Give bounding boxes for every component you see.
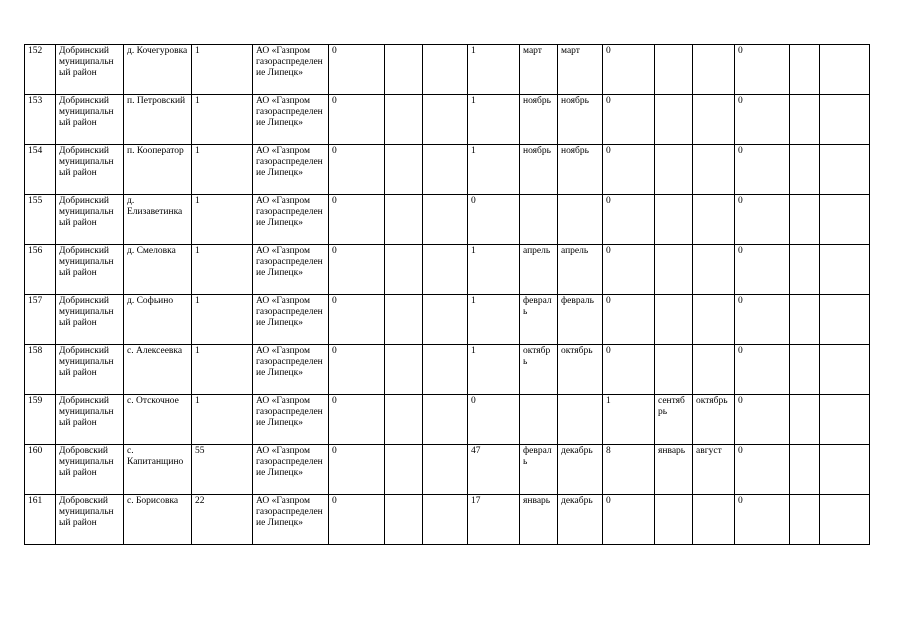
col-10-cell bbox=[558, 195, 603, 245]
col-16-cell bbox=[820, 245, 870, 295]
col-12-cell: январь bbox=[655, 445, 693, 495]
col-7-cell bbox=[423, 45, 468, 95]
organization-cell: АО «Газпром газораспределение Липецк» bbox=[253, 495, 329, 545]
col-15-cell bbox=[790, 445, 820, 495]
col-16-cell bbox=[820, 145, 870, 195]
col-16-cell bbox=[820, 195, 870, 245]
col-14-cell: 0 bbox=[735, 145, 790, 195]
col-10-cell: декабрь bbox=[558, 495, 603, 545]
col-15-cell bbox=[790, 95, 820, 145]
col-13-cell bbox=[693, 195, 735, 245]
region-cell: Добринский муниципальный район bbox=[56, 395, 124, 445]
col-15-cell bbox=[790, 195, 820, 245]
col-8-cell: 1 bbox=[468, 95, 520, 145]
col-12-cell bbox=[655, 95, 693, 145]
col-10-cell: март bbox=[558, 45, 603, 95]
col-9-cell: февраль bbox=[520, 295, 558, 345]
col-11-cell: 0 bbox=[603, 345, 655, 395]
region-cell: Добровский муниципальный район bbox=[56, 495, 124, 545]
col-11-cell: 0 bbox=[603, 295, 655, 345]
col-8-cell: 1 bbox=[468, 45, 520, 95]
region-cell: Добринский муниципальный район bbox=[56, 245, 124, 295]
col-15-cell bbox=[790, 495, 820, 545]
object-count-cell: 1 bbox=[192, 145, 253, 195]
table-body bbox=[25, 45, 870, 545]
col-9-cell: апрель bbox=[520, 245, 558, 295]
object-count-cell: 22 bbox=[192, 495, 253, 545]
col-7-cell bbox=[423, 95, 468, 145]
col-16-cell bbox=[820, 495, 870, 545]
organization-cell: АО «Газпром газораспределение Липецк» bbox=[253, 295, 329, 345]
col-7-cell bbox=[423, 245, 468, 295]
col-9-cell: октябрь bbox=[520, 345, 558, 395]
object-count-cell: 1 bbox=[192, 45, 253, 95]
table-row bbox=[25, 95, 870, 145]
row-number: 152 bbox=[25, 45, 56, 95]
row-number: 160 bbox=[25, 445, 56, 495]
organization-cell: АО «Газпром газораспределение Липецк» bbox=[253, 145, 329, 195]
row-number: 161 bbox=[25, 495, 56, 545]
col-10-cell: ноябрь bbox=[558, 95, 603, 145]
settlement-cell: п. Кооператор bbox=[124, 145, 192, 195]
col-15-cell bbox=[790, 395, 820, 445]
col-14-cell: 0 bbox=[735, 395, 790, 445]
col-9-cell: январь bbox=[520, 495, 558, 545]
region-cell: Добринский муниципальный район bbox=[56, 195, 124, 245]
col-5-cell: 0 bbox=[329, 445, 385, 495]
col-12-cell: сентябрь bbox=[655, 395, 693, 445]
col-11-cell: 0 bbox=[603, 145, 655, 195]
col-11-cell: 0 bbox=[603, 495, 655, 545]
settlement-cell: д. Софьино bbox=[124, 295, 192, 345]
row-number: 154 bbox=[25, 145, 56, 195]
col-15-cell bbox=[790, 245, 820, 295]
col-15-cell bbox=[790, 145, 820, 195]
col-5-cell: 0 bbox=[329, 95, 385, 145]
col-13-cell: октябрь bbox=[693, 395, 735, 445]
col-7-cell bbox=[423, 195, 468, 245]
col-12-cell bbox=[655, 145, 693, 195]
col-6-cell bbox=[385, 345, 423, 395]
row-number: 158 bbox=[25, 345, 56, 395]
table-row bbox=[25, 145, 870, 195]
col-7-cell bbox=[423, 445, 468, 495]
gasification-schedule-table bbox=[24, 44, 870, 545]
col-6-cell bbox=[385, 395, 423, 445]
col-11-cell: 0 bbox=[603, 95, 655, 145]
col-13-cell: август bbox=[693, 445, 735, 495]
region-cell: Добринский муниципальный район bbox=[56, 295, 124, 345]
col-5-cell: 0 bbox=[329, 195, 385, 245]
organization-cell: АО «Газпром газораспределение Липецк» bbox=[253, 45, 329, 95]
col-13-cell bbox=[693, 45, 735, 95]
table-row bbox=[25, 195, 870, 245]
col-15-cell bbox=[790, 45, 820, 95]
col-12-cell bbox=[655, 45, 693, 95]
col-11-cell: 0 bbox=[603, 45, 655, 95]
organization-cell: АО «Газпром газораспределение Липецк» bbox=[253, 245, 329, 295]
col-7-cell bbox=[423, 395, 468, 445]
col-16-cell bbox=[820, 95, 870, 145]
col-13-cell bbox=[693, 95, 735, 145]
col-15-cell bbox=[790, 345, 820, 395]
object-count-cell: 1 bbox=[192, 395, 253, 445]
col-14-cell: 0 bbox=[735, 445, 790, 495]
col-16-cell bbox=[820, 295, 870, 345]
col-13-cell bbox=[693, 495, 735, 545]
region-cell: Добровский муниципальный район bbox=[56, 445, 124, 495]
col-14-cell: 0 bbox=[735, 295, 790, 345]
region-cell: Добринский муниципальный район bbox=[56, 45, 124, 95]
col-8-cell: 1 bbox=[468, 245, 520, 295]
organization-cell: АО «Газпром газораспределение Липецк» bbox=[253, 345, 329, 395]
col-13-cell bbox=[693, 345, 735, 395]
col-10-cell: февраль bbox=[558, 295, 603, 345]
col-14-cell: 0 bbox=[735, 345, 790, 395]
col-14-cell: 0 bbox=[735, 495, 790, 545]
col-6-cell bbox=[385, 145, 423, 195]
col-6-cell bbox=[385, 195, 423, 245]
col-9-cell: ноябрь bbox=[520, 95, 558, 145]
col-6-cell bbox=[385, 445, 423, 495]
col-6-cell bbox=[385, 495, 423, 545]
col-6-cell bbox=[385, 295, 423, 345]
region-cell: Добринский муниципальный район bbox=[56, 145, 124, 195]
col-12-cell bbox=[655, 195, 693, 245]
col-11-cell: 0 bbox=[603, 245, 655, 295]
settlement-cell: с. Борисовка bbox=[124, 495, 192, 545]
row-number: 153 bbox=[25, 95, 56, 145]
col-8-cell: 1 bbox=[468, 145, 520, 195]
col-7-cell bbox=[423, 295, 468, 345]
organization-cell: АО «Газпром газораспределение Липецк» bbox=[253, 95, 329, 145]
object-count-cell: 1 bbox=[192, 345, 253, 395]
col-5-cell: 0 bbox=[329, 395, 385, 445]
col-8-cell: 1 bbox=[468, 295, 520, 345]
col-14-cell: 0 bbox=[735, 245, 790, 295]
col-8-cell: 1 bbox=[468, 345, 520, 395]
col-10-cell: апрель bbox=[558, 245, 603, 295]
col-7-cell bbox=[423, 345, 468, 395]
col-12-cell bbox=[655, 295, 693, 345]
col-11-cell: 1 bbox=[603, 395, 655, 445]
settlement-cell: д. Елизаветинка bbox=[124, 195, 192, 245]
col-9-cell bbox=[520, 395, 558, 445]
table-row bbox=[25, 295, 870, 345]
col-10-cell: ноябрь bbox=[558, 145, 603, 195]
col-16-cell bbox=[820, 395, 870, 445]
settlement-cell: д. Смеловка bbox=[124, 245, 192, 295]
col-8-cell: 0 bbox=[468, 195, 520, 245]
object-count-cell: 1 bbox=[192, 95, 253, 145]
col-13-cell bbox=[693, 245, 735, 295]
col-8-cell: 17 bbox=[468, 495, 520, 545]
region-cell: Добринский муниципальный район bbox=[56, 345, 124, 395]
col-6-cell bbox=[385, 95, 423, 145]
col-15-cell bbox=[790, 295, 820, 345]
table-row bbox=[25, 45, 870, 95]
settlement-cell: с. Алексеевка bbox=[124, 345, 192, 395]
row-number: 156 bbox=[25, 245, 56, 295]
table-row bbox=[25, 395, 870, 445]
row-number: 155 bbox=[25, 195, 56, 245]
col-13-cell bbox=[693, 295, 735, 345]
col-16-cell bbox=[820, 45, 870, 95]
col-14-cell: 0 bbox=[735, 195, 790, 245]
col-16-cell bbox=[820, 445, 870, 495]
organization-cell: АО «Газпром газораспределение Липецк» bbox=[253, 195, 329, 245]
settlement-cell: д. Кочегуровка bbox=[124, 45, 192, 95]
settlement-cell: п. Петровский bbox=[124, 95, 192, 145]
row-number: 159 bbox=[25, 395, 56, 445]
settlement-cell: с. Отскочное bbox=[124, 395, 192, 445]
col-8-cell: 47 bbox=[468, 445, 520, 495]
col-14-cell: 0 bbox=[735, 45, 790, 95]
col-16-cell bbox=[820, 345, 870, 395]
col-10-cell bbox=[558, 395, 603, 445]
col-5-cell: 0 bbox=[329, 245, 385, 295]
col-5-cell: 0 bbox=[329, 345, 385, 395]
col-8-cell: 0 bbox=[468, 395, 520, 445]
col-12-cell bbox=[655, 245, 693, 295]
col-9-cell: ноябрь bbox=[520, 145, 558, 195]
object-count-cell: 1 bbox=[192, 245, 253, 295]
col-11-cell: 0 bbox=[603, 195, 655, 245]
organization-cell: АО «Газпром газораспределение Липецк» bbox=[253, 445, 329, 495]
col-6-cell bbox=[385, 245, 423, 295]
col-13-cell bbox=[693, 145, 735, 195]
settlement-cell: с. Капитанщино bbox=[124, 445, 192, 495]
col-9-cell: февраль bbox=[520, 445, 558, 495]
object-count-cell: 55 bbox=[192, 445, 253, 495]
organization-cell: АО «Газпром газораспределение Липецк» bbox=[253, 395, 329, 445]
col-14-cell: 0 bbox=[735, 95, 790, 145]
region-cell: Добринский муниципальный район bbox=[56, 95, 124, 145]
col-9-cell: март bbox=[520, 45, 558, 95]
col-6-cell bbox=[385, 45, 423, 95]
col-9-cell bbox=[520, 195, 558, 245]
col-7-cell bbox=[423, 145, 468, 195]
col-10-cell: октябрь bbox=[558, 345, 603, 395]
table-row bbox=[25, 445, 870, 495]
col-7-cell bbox=[423, 495, 468, 545]
object-count-cell: 1 bbox=[192, 195, 253, 245]
col-12-cell bbox=[655, 495, 693, 545]
col-5-cell: 0 bbox=[329, 295, 385, 345]
table-row bbox=[25, 345, 870, 395]
col-5-cell: 0 bbox=[329, 145, 385, 195]
col-11-cell: 8 bbox=[603, 445, 655, 495]
col-5-cell: 0 bbox=[329, 495, 385, 545]
col-10-cell: декабрь bbox=[558, 445, 603, 495]
table-row bbox=[25, 245, 870, 295]
object-count-cell: 1 bbox=[192, 295, 253, 345]
col-5-cell: 0 bbox=[329, 45, 385, 95]
col-12-cell bbox=[655, 345, 693, 395]
row-number: 157 bbox=[25, 295, 56, 345]
table-row bbox=[25, 495, 870, 545]
